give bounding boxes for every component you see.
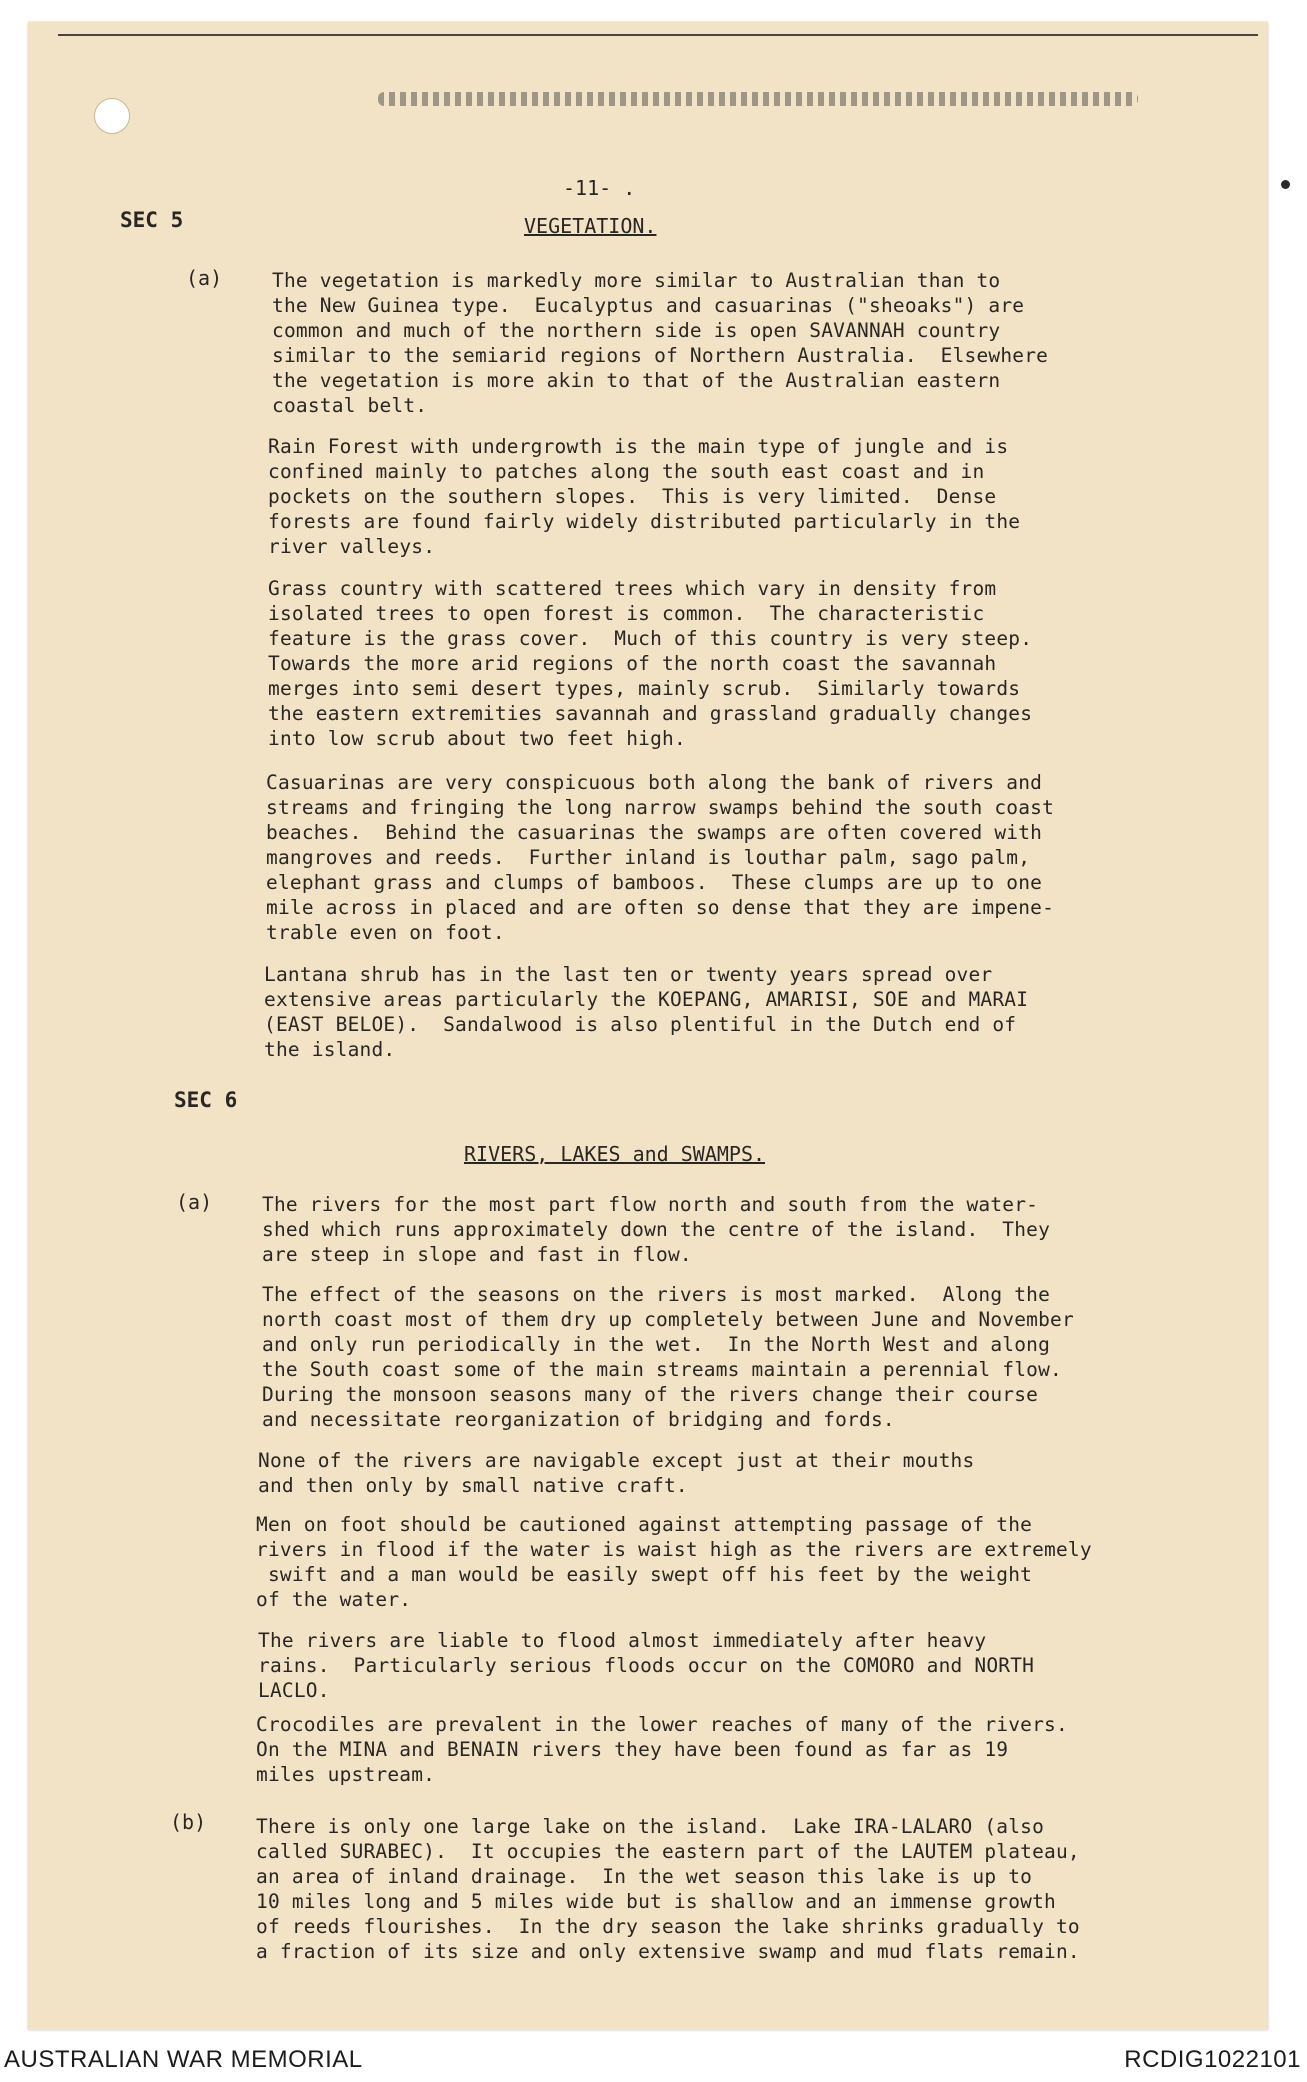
paragraph: The vegetation is markedly more similar to Australian than to the New Guinea type. Eucalyptus and casuarinas ("sheoaks") are common and much of the northern side is open SAVANNAH country similar to the semiarid regions of Northern Australia. Elsewhere the vegetation is more akin to that of the Australian eastern coastal belt.	[272, 269, 1049, 417]
sub-label-a: (a)	[186, 266, 223, 290]
paragraph: Rain Forest with undergrowth is the main type of jungle and is confined mainly to patches along the south east coast and in pockets on the southern slopes. This is very limited. Dense forests are found fairly widely distributed particularly in the river valleys.	[268, 435, 1021, 558]
section-5-label: SEC 5	[120, 208, 184, 232]
punch-hole	[94, 98, 130, 134]
sub-label-a: (a)	[176, 1190, 213, 1214]
paragraph: The rivers are liable to flood almost immediately after heavy rains. Particularly serious floods occur on the COMORO and NORTH LACLO.	[258, 1629, 1035, 1702]
paragraph: Grass country with scattered trees which vary in density from isolated trees to open forest is common. The characteristic feature is the grass cover. Much of this country is very steep. Towards the more arid regions of the north coast the savannah merges into semi desert types, mainly scrub. Similarly towards the eastern extremities savannah and grassland gradually changes into low scrub about two feet high.	[268, 577, 1033, 750]
paragraph: There is only one large lake on the island. Lake IRA-LALARO (also called SURABEC). It occupies the eastern part of the LAUTEM plateau, an area of inland drainage. In the wet season this lake is up to 10 miles long and 5 miles wide but is shallow and an immense growth of reeds flourishes. In the dry season the lake shrinks gradually to a fraction of its size and only extensive swamp and mud flats remain.	[256, 1815, 1080, 1963]
paragraph: The rivers for the most part flow north and south from the water- shed which runs approximately down the centre of the island. They are steep in slope and fast in flow.	[262, 1193, 1051, 1266]
page-number: -11- .	[563, 176, 636, 200]
section-5-title: VEGETATION.	[524, 214, 657, 238]
top-rule	[58, 34, 1258, 36]
sub-label-b: (b)	[170, 1810, 207, 1834]
paragraph: Casuarinas are very conspicuous both along the bank of rivers and streams and fringing the long narrow swamps behind the south coast beaches. Behind the casuarinas the swamps are often covered with mangroves and reeds. Further inland is louthar palm, sago palm, elephant grass and clumps of bamboos. These clumps are up to one mile across in placed and are often so dense that they are impene- trable even on foot.	[266, 771, 1055, 944]
paragraph: Crocodiles are prevalent in the lower reaches of many of the rivers. On the MINA and BENAIN rivers they have been found as far as 19 miles upstream.	[256, 1713, 1068, 1786]
ink-dot	[1281, 180, 1290, 189]
footer-left: AUSTRALIAN WAR MEMORIAL	[4, 2046, 363, 2073]
section-6-title: RIVERS, LAKES and SWAMPS.	[464, 1142, 766, 1166]
header-smudge	[378, 92, 1138, 106]
paragraph: The effect of the seasons on the rivers is most marked. Along the north coast most of them dry up completely between June and November and only run periodically in the wet. In the North West and along the South coast some of the main streams maintain a perennial flow. During the monsoon seasons many of the rivers change their course and necessitate reorganization of bridging and fords.	[262, 1283, 1074, 1431]
paragraph: Men on foot should be cautioned against attempting passage of the rivers in flood if the water is waist high as the rivers are extremely swift and a man would be easily swept off his feet by the weight of the water.	[256, 1513, 1092, 1611]
section-6-label: SEC 6	[174, 1088, 238, 1112]
footer-right: RCDIG1022101	[1124, 2046, 1301, 2073]
paragraph: Lantana shrub has in the last ten or twenty years spread over extensive areas particularly the KOEPANG, AMARISI, SOE and MARAI (EAST BELOE). Sandalwood is also plentiful in the Dutch end of the island.	[264, 963, 1029, 1061]
paragraph: None of the rivers are navigable except just at their mouths and then only by small native craft.	[258, 1449, 975, 1497]
